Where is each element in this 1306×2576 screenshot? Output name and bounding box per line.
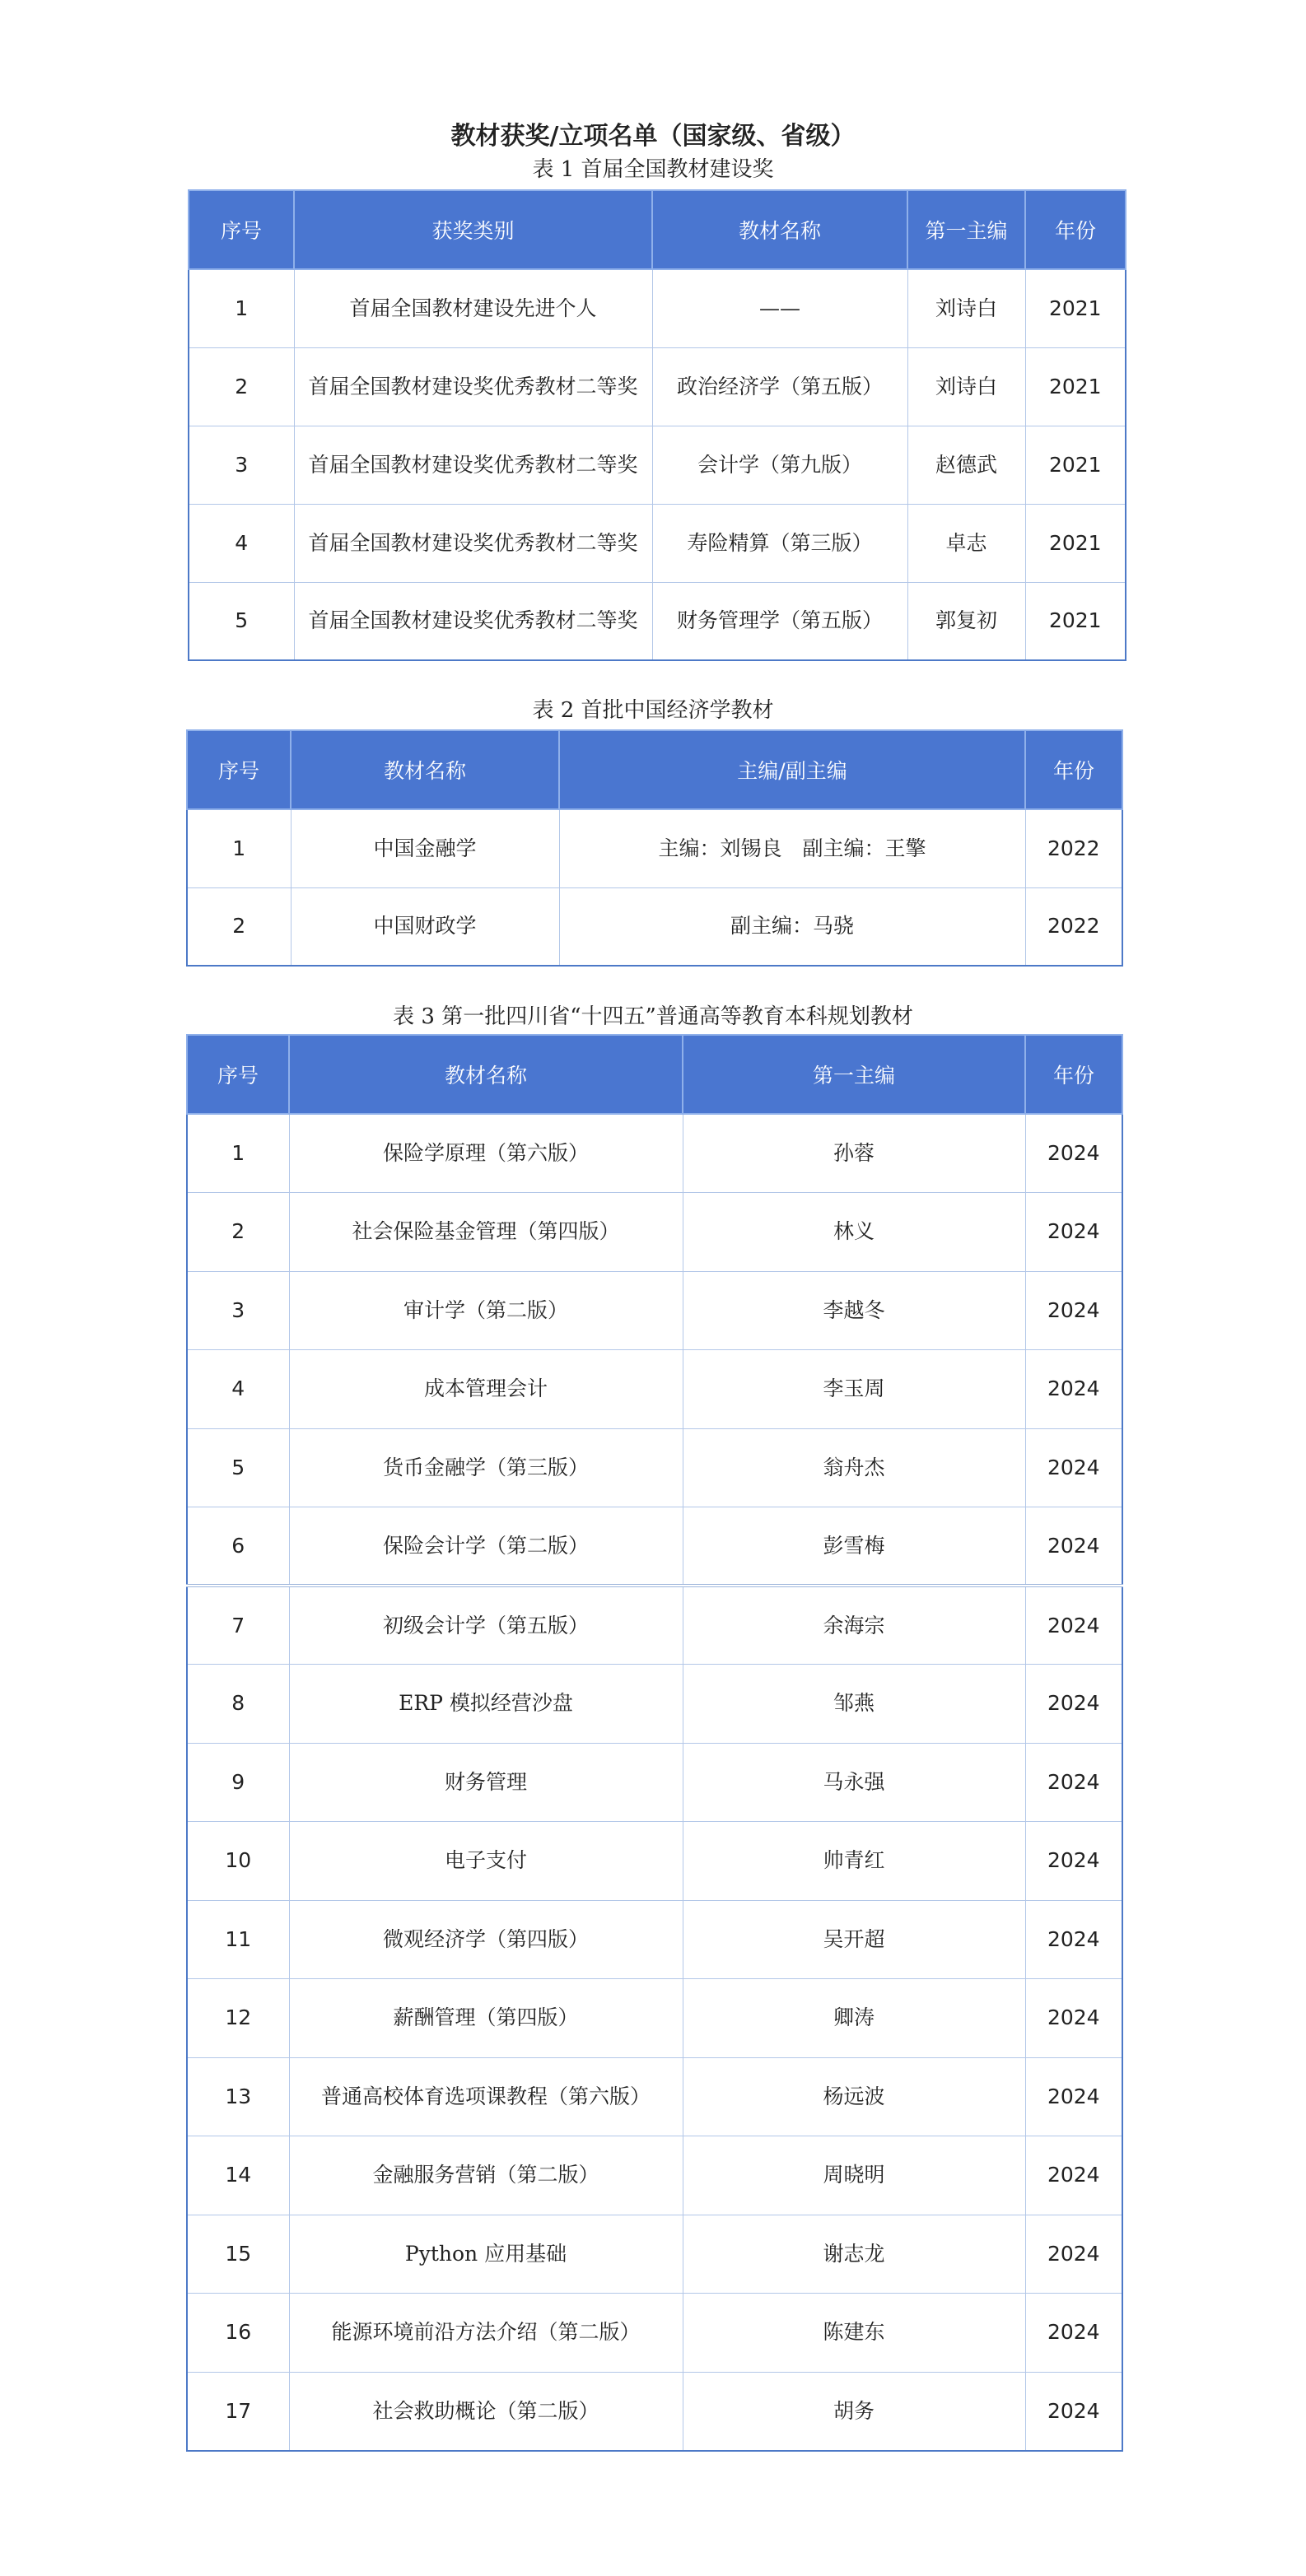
table-row xyxy=(187,1900,1122,1979)
table-row xyxy=(187,1271,1122,1350)
table-row xyxy=(187,1428,1122,1507)
table1-header-editor: 第一主编 xyxy=(907,190,1025,269)
table3-cell-year: 2024 xyxy=(1025,1271,1122,1350)
table2-header-year: 年份 xyxy=(1025,730,1122,809)
table3-cell-name: 保险学原理（第六版） xyxy=(289,1114,683,1193)
table1-cell-no: 4 xyxy=(189,504,294,582)
table2-header-row xyxy=(187,730,1122,809)
table3-cell-editor: 林义 xyxy=(683,1193,1025,1272)
table1-cell-year: 2021 xyxy=(1025,582,1126,660)
table-row xyxy=(187,1507,1122,1586)
table3-cell-no: 2 xyxy=(187,1193,289,1272)
table3-cell-no: 15 xyxy=(187,2215,289,2294)
table3-cell-editor: 谢志龙 xyxy=(683,2215,1025,2294)
table1-cell-name: 政治经济学（第五版） xyxy=(652,347,907,426)
table3-cell-no: 17 xyxy=(187,2372,289,2451)
table3-cell-editor: 胡务 xyxy=(683,2372,1025,2451)
table2-cell-name: 中国金融学 xyxy=(291,809,559,887)
table-row xyxy=(187,1665,1122,1744)
table1-cell-category: 首届全国教材建设奖优秀教材二等奖 xyxy=(294,426,652,504)
table2-header-editor: 主编/副主编 xyxy=(559,730,1025,809)
table3-cell-year: 2024 xyxy=(1025,2057,1122,2136)
table-row xyxy=(187,887,1122,966)
document-title: 教材获奖/立项名单（国家级、省级） xyxy=(450,122,856,151)
table3-cell-editor: 余海宗 xyxy=(683,1586,1025,1665)
table3-header-editor: 第一主编 xyxy=(683,1035,1025,1114)
table3-cell-editor: 杨远波 xyxy=(683,2057,1025,2136)
table3-cell-editor: 帅青红 xyxy=(683,1822,1025,1901)
table3-cell-editor: 李越冬 xyxy=(683,1271,1025,1350)
table-row xyxy=(187,1193,1122,1272)
table1-cell-year: 2021 xyxy=(1025,504,1126,582)
table3-cell-year: 2024 xyxy=(1025,1507,1122,1586)
table3-cell-name: 微观经济学（第四版） xyxy=(289,1900,683,1979)
table3-cell-name: 社会保险基金管理（第四版） xyxy=(289,1193,683,1272)
table3-cell-name: 初级会计学（第五版） xyxy=(289,1586,683,1665)
table3-cell-name: ERP 模拟经营沙盘 xyxy=(289,1665,683,1744)
table3-cell-editor: 周晓明 xyxy=(683,2136,1025,2215)
table3-cell-name: 审计学（第二版） xyxy=(289,1271,683,1350)
table1-cell-editor: 赵德武 xyxy=(907,426,1025,504)
table2-header-no: 序号 xyxy=(187,730,291,809)
table-row xyxy=(189,504,1126,582)
table3-cell-year: 2024 xyxy=(1025,2215,1122,2294)
table3-cell-editor: 李玉周 xyxy=(683,1350,1025,1429)
table-row xyxy=(187,809,1122,887)
table3-cell-editor: 吴开超 xyxy=(683,1900,1025,1979)
table3-cell-name: 电子支付 xyxy=(289,1822,683,1901)
table-row xyxy=(187,1743,1122,1822)
table-row xyxy=(187,2136,1122,2215)
table3-cell-name: 成本管理会计 xyxy=(289,1350,683,1429)
table3-cell-name: 金融服务营销（第二版） xyxy=(289,2136,683,2215)
table3-cell-no: 16 xyxy=(187,2294,289,2373)
table3-caption: 表 3 第一批四川省“十四五”普通高等教育本科规划教材 xyxy=(393,1004,913,1029)
table3-cell-name: 能源环境前沿方法介绍（第二版） xyxy=(289,2294,683,2373)
table3-cell-name: 财务管理 xyxy=(289,1743,683,1822)
table1-cell-category: 首届全国教材建设奖优秀教材二等奖 xyxy=(294,347,652,426)
table2-cell-no: 2 xyxy=(187,887,291,966)
table3-cell-no: 9 xyxy=(187,1743,289,1822)
table1-cell-name: 会计学（第九版） xyxy=(652,426,907,504)
table3-cell-no: 14 xyxy=(187,2136,289,2215)
table-row xyxy=(189,347,1126,426)
table3-cell-editor: 马永强 xyxy=(683,1743,1025,1822)
table3-cell-no: 4 xyxy=(187,1350,289,1429)
table-row xyxy=(187,2057,1122,2136)
table3-cell-year: 2024 xyxy=(1025,2136,1122,2215)
table3-cell-editor: 翁舟杰 xyxy=(683,1428,1025,1507)
table1-cell-editor: 刘诗白 xyxy=(907,347,1025,426)
table1-header-name: 教材名称 xyxy=(652,190,907,269)
table2-cell-editor: 副主编：马骁 xyxy=(559,887,1025,966)
table3-cell-editor: 孙蓉 xyxy=(683,1114,1025,1193)
table3-cell-name: Python 应用基础 xyxy=(289,2215,683,2294)
table1-header-category: 获奖类别 xyxy=(294,190,652,269)
table1-cell-year: 2021 xyxy=(1025,347,1126,426)
table2-cell-editor: 主编：刘锡良 副主编：王擎 xyxy=(559,809,1025,887)
table3-cell-year: 2024 xyxy=(1025,1665,1122,1744)
table3-cell-year: 2024 xyxy=(1025,1743,1122,1822)
table3-cell-year: 2024 xyxy=(1025,1428,1122,1507)
table1-cell-category: 首届全国教材建设先进个人 xyxy=(294,269,652,347)
table2-header-name: 教材名称 xyxy=(291,730,559,809)
table1-cell-year: 2021 xyxy=(1025,269,1126,347)
table3-cell-name: 货币金融学（第三版） xyxy=(289,1428,683,1507)
table3-cell-no: 3 xyxy=(187,1271,289,1350)
table-row xyxy=(187,1979,1122,2058)
table3-cell-year: 2024 xyxy=(1025,1979,1122,2058)
table-row xyxy=(189,269,1126,347)
table1-cell-no: 5 xyxy=(189,582,294,660)
table1-cell-no: 1 xyxy=(189,269,294,347)
table1-cell-name: —— xyxy=(652,269,907,347)
table3-cell-year: 2024 xyxy=(1025,1900,1122,1979)
table-row xyxy=(189,426,1126,504)
table3-cell-year: 2024 xyxy=(1025,2294,1122,2373)
table3-header-no: 序号 xyxy=(187,1035,289,1114)
table2-cell-year: 2022 xyxy=(1025,809,1122,887)
table-row xyxy=(187,2215,1122,2294)
table3-cell-no: 8 xyxy=(187,1665,289,1744)
table-row xyxy=(187,2294,1122,2373)
table3-cell-year: 2024 xyxy=(1025,2372,1122,2451)
table3-cell-editor: 卿涛 xyxy=(683,1979,1025,2058)
table3-cell-no: 1 xyxy=(187,1114,289,1193)
table3-header-year: 年份 xyxy=(1025,1035,1122,1114)
table-row xyxy=(187,1586,1122,1665)
table1-cell-category: 首届全国教材建设奖优秀教材二等奖 xyxy=(294,582,652,660)
table1-cell-year: 2021 xyxy=(1025,426,1126,504)
table3-cell-no: 7 xyxy=(187,1586,289,1665)
table3-cell-editor: 陈建东 xyxy=(683,2294,1025,2373)
table-china-economics xyxy=(186,729,1123,967)
table-row xyxy=(187,2372,1122,2451)
table3-cell-editor: 彭雪梅 xyxy=(683,1507,1025,1586)
table3-header-name: 教材名称 xyxy=(289,1035,683,1114)
table-sichuan-planning xyxy=(186,1034,1123,2452)
table1-cell-editor: 郭复初 xyxy=(907,582,1025,660)
table1-cell-no: 3 xyxy=(189,426,294,504)
table3-cell-editor: 邹燕 xyxy=(683,1665,1025,1744)
table1-cell-no: 2 xyxy=(189,347,294,426)
table1-cell-name: 寿险精算（第三版） xyxy=(652,504,907,582)
table2-cell-no: 1 xyxy=(187,809,291,887)
table3-header-row xyxy=(187,1035,1122,1114)
table-row xyxy=(187,1114,1122,1193)
table1-cell-editor: 卓志 xyxy=(907,504,1025,582)
table3-cell-no: 12 xyxy=(187,1979,289,2058)
table3-cell-no: 11 xyxy=(187,1900,289,1979)
table3-cell-year: 2024 xyxy=(1025,1114,1122,1193)
table1-cell-name: 财务管理学（第五版） xyxy=(652,582,907,660)
table1-header-row xyxy=(189,190,1126,269)
table2-cell-name: 中国财政学 xyxy=(291,887,559,966)
table3-cell-name: 保险会计学（第二版） xyxy=(289,1507,683,1586)
table3-cell-no: 10 xyxy=(187,1822,289,1901)
table3-cell-name: 社会救助概论（第二版） xyxy=(289,2372,683,2451)
table3-cell-year: 2024 xyxy=(1025,1193,1122,1272)
table1-cell-editor: 刘诗白 xyxy=(907,269,1025,347)
table1-cell-category: 首届全国教材建设奖优秀教材二等奖 xyxy=(294,504,652,582)
table3-cell-year: 2024 xyxy=(1025,1586,1122,1665)
table3-cell-no: 13 xyxy=(187,2057,289,2136)
table3-cell-no: 6 xyxy=(187,1507,289,1586)
table1-caption: 表 1 首届全国教材建设奖 xyxy=(532,157,774,182)
table1-header-year: 年份 xyxy=(1025,190,1126,269)
table1-header-no: 序号 xyxy=(189,190,294,269)
table-national-award xyxy=(188,189,1126,661)
table3-cell-no: 5 xyxy=(187,1428,289,1507)
table-row xyxy=(187,1350,1122,1429)
table3-cell-year: 2024 xyxy=(1025,1350,1122,1429)
table3-cell-year: 2024 xyxy=(1025,1822,1122,1901)
table2-cell-year: 2022 xyxy=(1025,887,1122,966)
table3-cell-name: 薪酬管理（第四版） xyxy=(289,1979,683,2058)
table2-caption: 表 2 首批中国经济学教材 xyxy=(532,698,774,723)
table3-cell-name: 普通高校体育选项课教程（第六版） xyxy=(289,2057,683,2136)
table-row xyxy=(187,1822,1122,1901)
table-row xyxy=(189,582,1126,660)
